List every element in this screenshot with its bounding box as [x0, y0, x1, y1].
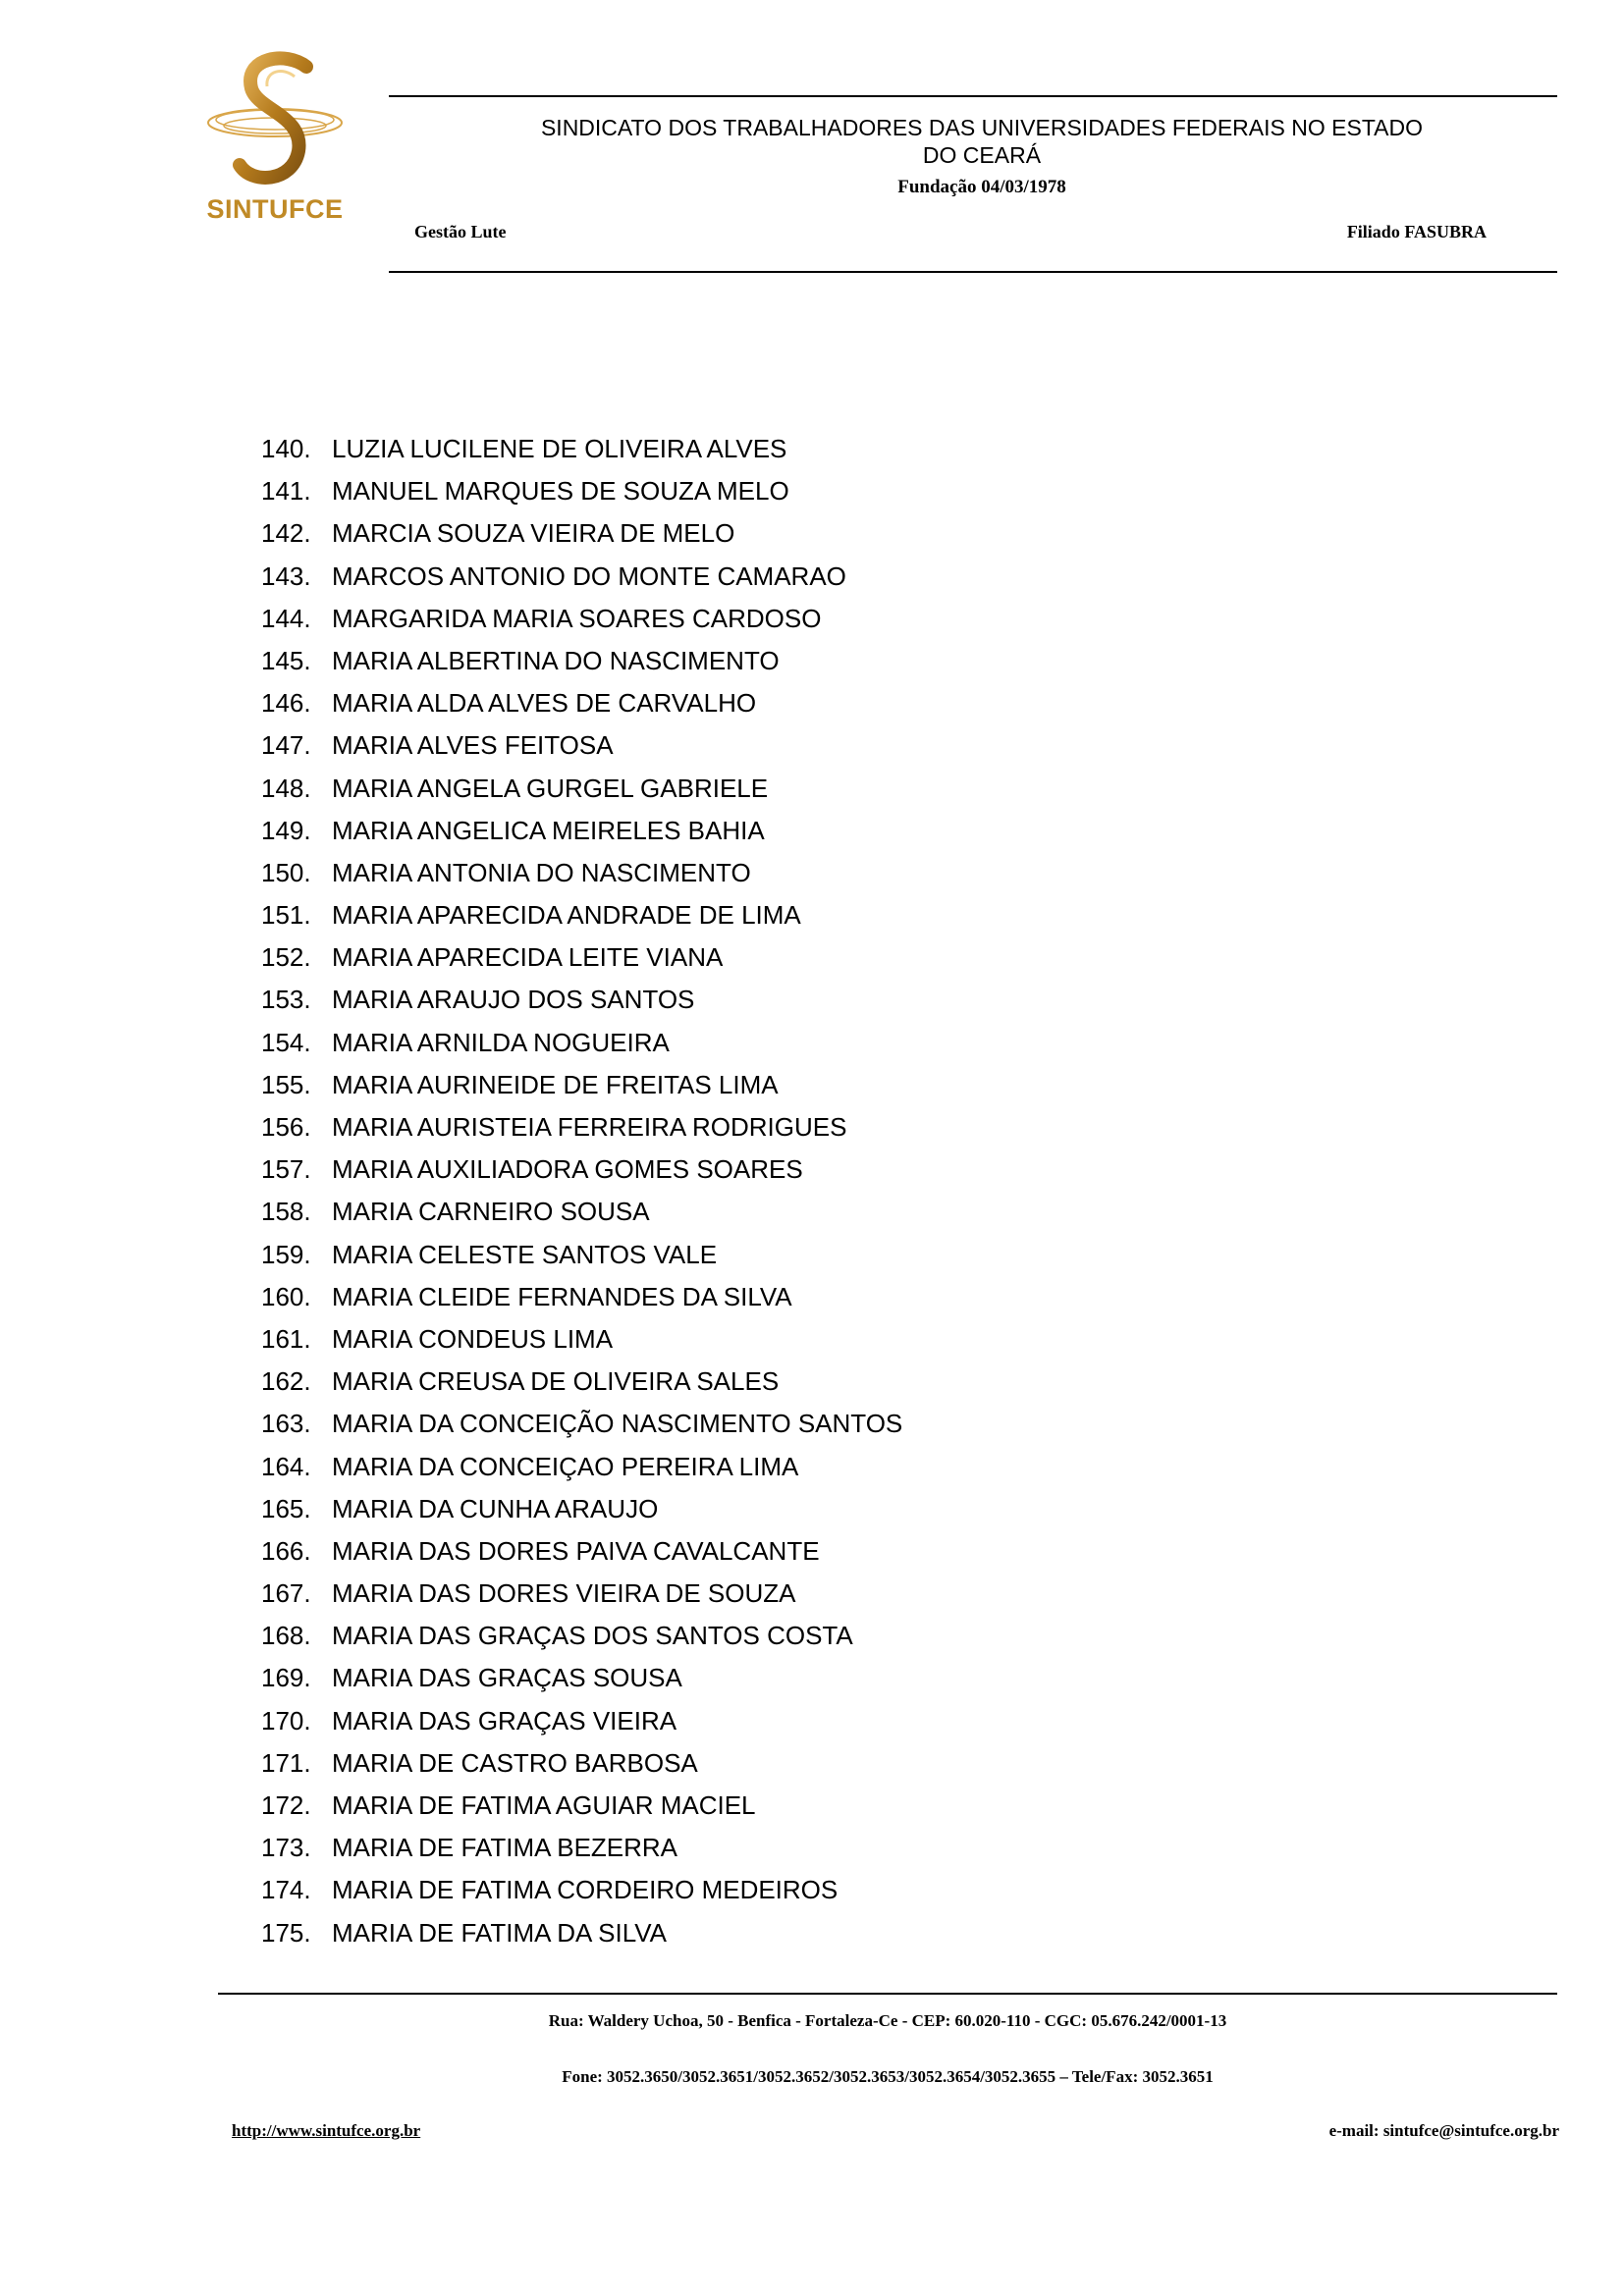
- list-item: [261, 936, 902, 979]
- item-number: 166.: [261, 1535, 311, 1566]
- item-number: 150.: [261, 857, 311, 887]
- member-name: MARIA CELESTE SANTOS VALE: [332, 1239, 718, 1269]
- footer-address: Rua: Waldery Uchoa, 50 - Benfica - Fortaleza-Ce - CEP: 60.020-110 - CGC: 05.676.242/0001-13: [548, 2011, 1227, 2030]
- affiliation-label: Filiado FASUBRA: [1346, 222, 1487, 241]
- item-number: 172.: [261, 1790, 311, 1820]
- member-name: MARIA ANGELA GURGEL GABRIELE: [332, 773, 769, 803]
- member-name: MARIA ARNILDA NOGUEIRA: [332, 1027, 670, 1057]
- list-item: [261, 1064, 902, 1106]
- item-number: 144.: [261, 603, 311, 633]
- list-item: [261, 1869, 902, 1911]
- logo-emblem-icon: [196, 49, 353, 196]
- member-name: MARIA DE FATIMA DA SILVA: [332, 1917, 667, 1948]
- list-item: [261, 894, 902, 936]
- logo-wordmark: SINTUFCE: [206, 194, 344, 224]
- list-item: [261, 682, 902, 724]
- sintufce-logo: [196, 49, 353, 226]
- member-name: MARIA CONDEUS LIMA: [332, 1323, 614, 1354]
- list-item: [261, 512, 902, 555]
- item-number: 156.: [261, 1112, 311, 1142]
- item-number: 162.: [261, 1366, 311, 1397]
- member-name: MARIA DAS GRAÇAS SOUSA: [332, 1663, 682, 1693]
- list-item: [261, 1785, 902, 1827]
- organization-title-line1: SINDICATO DOS TRABALHADORES DAS UNIVERSIDADES FEDERAIS NO ESTADO: [540, 115, 1424, 140]
- list-item: [261, 1912, 902, 1954]
- list-item: [261, 1488, 902, 1530]
- list-item: [261, 979, 902, 1021]
- item-number: 171.: [261, 1747, 311, 1778]
- list-item: [261, 1318, 902, 1361]
- item-number: 152.: [261, 942, 311, 973]
- list-item: [261, 1657, 902, 1699]
- list-item: [261, 1191, 902, 1233]
- member-name: MARIA APARECIDA LEITE VIANA: [332, 942, 724, 973]
- member-name: MARIA AURISTEIA FERREIRA RODRIGUES: [332, 1112, 847, 1142]
- item-number: 148.: [261, 773, 311, 803]
- item-number: 155.: [261, 1069, 311, 1099]
- item-number: 158.: [261, 1197, 311, 1227]
- member-name: MARIA ALVES FEITOSA: [332, 730, 614, 761]
- list-item: [261, 1403, 902, 1445]
- list-item: [261, 470, 902, 512]
- list-item: [261, 556, 902, 598]
- item-number: 143.: [261, 561, 311, 591]
- footer-phone: Fone: 3052.3650/3052.3651/3052.3652/3052.3653/3052.3654/3052.3655 – Tele/Fax: 3052.3651: [562, 2067, 1214, 2086]
- item-number: 145.: [261, 645, 311, 675]
- item-number: 157.: [261, 1154, 311, 1185]
- member-name: MARIA AUXILIADORA GOMES SOARES: [332, 1154, 803, 1185]
- item-number: 142.: [261, 518, 311, 549]
- website-link[interactable]: http://www.sintufce.org.br: [232, 2121, 421, 2140]
- management-label: Gestão Lute: [414, 222, 507, 241]
- item-number: 153.: [261, 985, 311, 1015]
- member-name: MARIA DE FATIMA AGUIAR MACIEL: [332, 1790, 756, 1820]
- item-number: 154.: [261, 1027, 311, 1057]
- member-name: MARIA CARNEIRO SOUSA: [332, 1197, 650, 1227]
- member-name: MARIA DE FATIMA CORDEIRO MEDEIROS: [332, 1875, 839, 1905]
- member-name: MARIA DA CONCEIÇAO PEREIRA LIMA: [332, 1451, 799, 1481]
- list-item: [261, 1742, 902, 1785]
- member-list: [261, 428, 902, 1954]
- member-name: MARIA ARAUJO DOS SANTOS: [332, 985, 695, 1015]
- item-number: 168.: [261, 1621, 311, 1651]
- item-number: 173.: [261, 1833, 311, 1863]
- list-item: [261, 1022, 902, 1064]
- member-name: MARIA AURINEIDE DE FREITAS LIMA: [332, 1069, 779, 1099]
- item-number: 159.: [261, 1239, 311, 1269]
- item-number: 164.: [261, 1451, 311, 1481]
- member-name: MARIA ALDA ALVES DE CARVALHO: [332, 688, 757, 719]
- list-item: [261, 1530, 902, 1573]
- list-item: [261, 852, 902, 894]
- item-number: 140.: [261, 434, 311, 463]
- item-number: 149.: [261, 815, 311, 845]
- item-number: 167.: [261, 1578, 311, 1609]
- item-number: 141.: [261, 476, 311, 507]
- member-name: MARCOS ANTONIO DO MONTE CAMARAO: [332, 561, 846, 591]
- member-name: MANUEL MARQUES DE SOUZA MELO: [332, 476, 789, 507]
- item-number: 165.: [261, 1493, 311, 1523]
- member-name: MARIA DE CASTRO BARBOSA: [332, 1747, 698, 1778]
- footer-rule: [218, 1993, 1557, 1995]
- item-number: 163.: [261, 1409, 311, 1439]
- list-item: [261, 598, 902, 640]
- member-name: LUZIA LUCILENE DE OLIVEIRA ALVES: [332, 434, 787, 463]
- item-number: 160.: [261, 1281, 311, 1311]
- member-name: MARIA DAS GRAÇAS DOS SANTOS COSTA: [332, 1621, 853, 1651]
- item-number: 170.: [261, 1705, 311, 1735]
- header-top-rule: [389, 95, 1557, 97]
- member-name: MARIA ANTONIA DO NASCIMENTO: [332, 857, 751, 887]
- list-item: [261, 1827, 902, 1869]
- list-item: [261, 1276, 902, 1318]
- item-number: 151.: [261, 900, 311, 931]
- member-name: MARIA DE FATIMA BEZERRA: [332, 1833, 678, 1863]
- member-name: MARCIA SOUZA VIEIRA DE MELO: [332, 518, 735, 549]
- item-number: 146.: [261, 688, 311, 719]
- member-name: MARIA DAS DORES PAIVA CAVALCANTE: [332, 1535, 820, 1566]
- item-number: 161.: [261, 1323, 311, 1354]
- item-number: 147.: [261, 730, 311, 761]
- header-bottom-rule: [389, 271, 1557, 273]
- organization-title-line2: DO CEARÁ: [922, 142, 1042, 168]
- foundation-date: Fundação 04/03/1978: [897, 177, 1066, 197]
- list-item: [261, 810, 902, 852]
- list-item: [261, 1446, 902, 1488]
- list-item: [261, 1573, 902, 1615]
- member-name: MARIA DA CONCEIÇÃO NASCIMENTO SANTOS: [332, 1409, 903, 1439]
- member-name: MARIA DA CUNHA ARAUJO: [332, 1493, 659, 1523]
- member-name: MARIA CLEIDE FERNANDES DA SILVA: [332, 1281, 792, 1311]
- member-name: MARIA ALBERTINA DO NASCIMENTO: [332, 645, 780, 675]
- list-item: [261, 1148, 902, 1191]
- list-item: [261, 768, 902, 810]
- item-number: 175.: [261, 1917, 311, 1948]
- list-item: [261, 1106, 902, 1148]
- member-name: MARIA CREUSA DE OLIVEIRA SALES: [332, 1366, 780, 1397]
- list-item: [261, 1700, 902, 1742]
- organization-title: [432, 114, 1532, 169]
- member-name: MARIA DAS DORES VIEIRA DE SOUZA: [332, 1578, 796, 1609]
- list-item: [261, 1361, 902, 1403]
- item-number: 174.: [261, 1875, 311, 1905]
- member-name: MARIA DAS GRAÇAS VIEIRA: [332, 1705, 677, 1735]
- list-item: [261, 724, 902, 767]
- list-item: [261, 640, 902, 682]
- member-name: MARGARIDA MARIA SOARES CARDOSO: [332, 603, 822, 633]
- footer-email: e-mail: sintufce@sintufce.org.br: [1328, 2121, 1559, 2140]
- member-name: MARIA APARECIDA ANDRADE DE LIMA: [332, 900, 801, 931]
- item-number: 169.: [261, 1663, 311, 1693]
- list-item: [261, 1615, 902, 1657]
- list-item: [261, 1234, 902, 1276]
- member-name: MARIA ANGELICA MEIRELES BAHIA: [332, 815, 765, 845]
- list-item: [261, 428, 902, 470]
